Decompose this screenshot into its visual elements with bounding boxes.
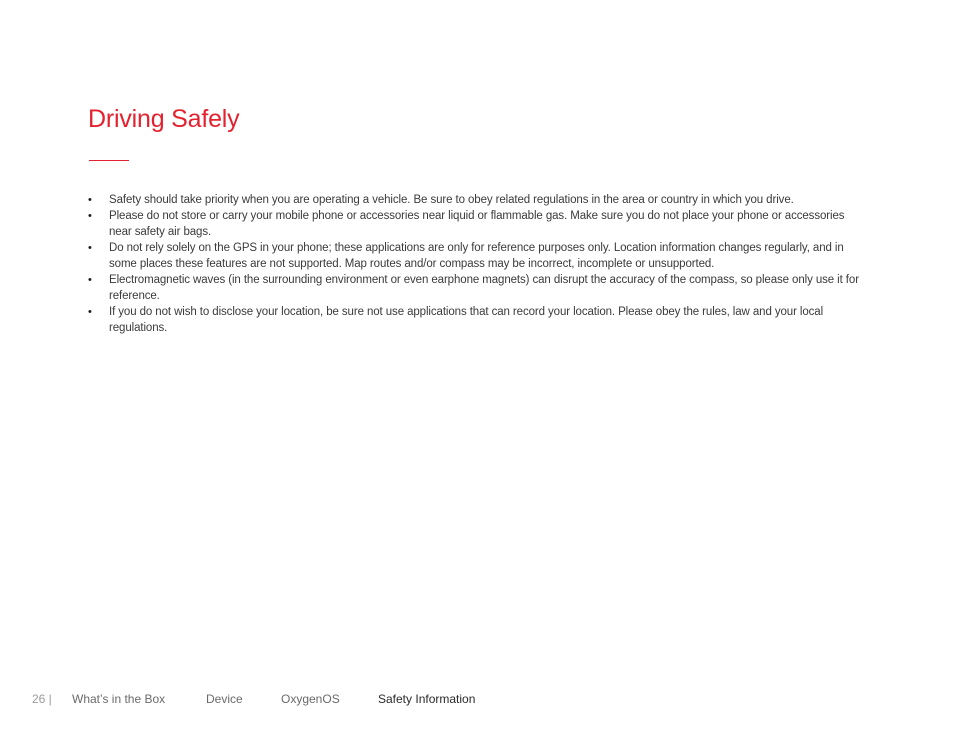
nav-link-device[interactable]: Device (206, 692, 243, 706)
nav-link-safety-information[interactable]: Safety Information (378, 692, 476, 706)
list-item-text: Do not rely solely on the GPS in your phone; these applications are only for reference purposes only. Location information changes regularly, and in some places these features are not supported. Map routes and/or compass may be incorrect, incomplete or unsupported. (109, 242, 844, 270)
nav-link-whats-in-the-box[interactable]: What’s in the Box (72, 692, 166, 706)
bullet-icon: • (88, 274, 92, 286)
list-item (88, 192, 868, 208)
safety-bullet-list (88, 192, 868, 336)
bullet-icon: • (88, 306, 92, 318)
list-item (88, 208, 868, 240)
page-number: 26 | (32, 692, 52, 706)
title-underline (89, 160, 129, 161)
list-item-text: Safety should take priority when you are operating a vehicle. Be sure to obey related regulations in the area or country in which you drive. (109, 194, 794, 206)
nav-link-oxygenos[interactable]: OxygenOS (281, 692, 340, 706)
list-item-text: Please do not store or carry your mobile phone or accessories near liquid or flammable gas. Make sure you do not place your phone or accessories near safety air bags. (109, 210, 845, 238)
list-item-text: Electromagnetic waves (in the surrounding environment or even earphone magnets) can disrupt the accuracy of the compass, so please only use it for reference. (109, 274, 859, 302)
list-item (88, 240, 868, 272)
list-item (88, 304, 868, 336)
bullet-icon: • (88, 210, 92, 222)
page-title: Driving Safely (88, 105, 240, 133)
bullet-icon: • (88, 194, 92, 206)
list-item (88, 272, 868, 304)
bullet-icon: • (88, 242, 92, 254)
list-item-text: If you do not wish to disclose your location, be sure not use applications that can record your location. Please obey the rules, law and your local regulations. (109, 306, 824, 334)
